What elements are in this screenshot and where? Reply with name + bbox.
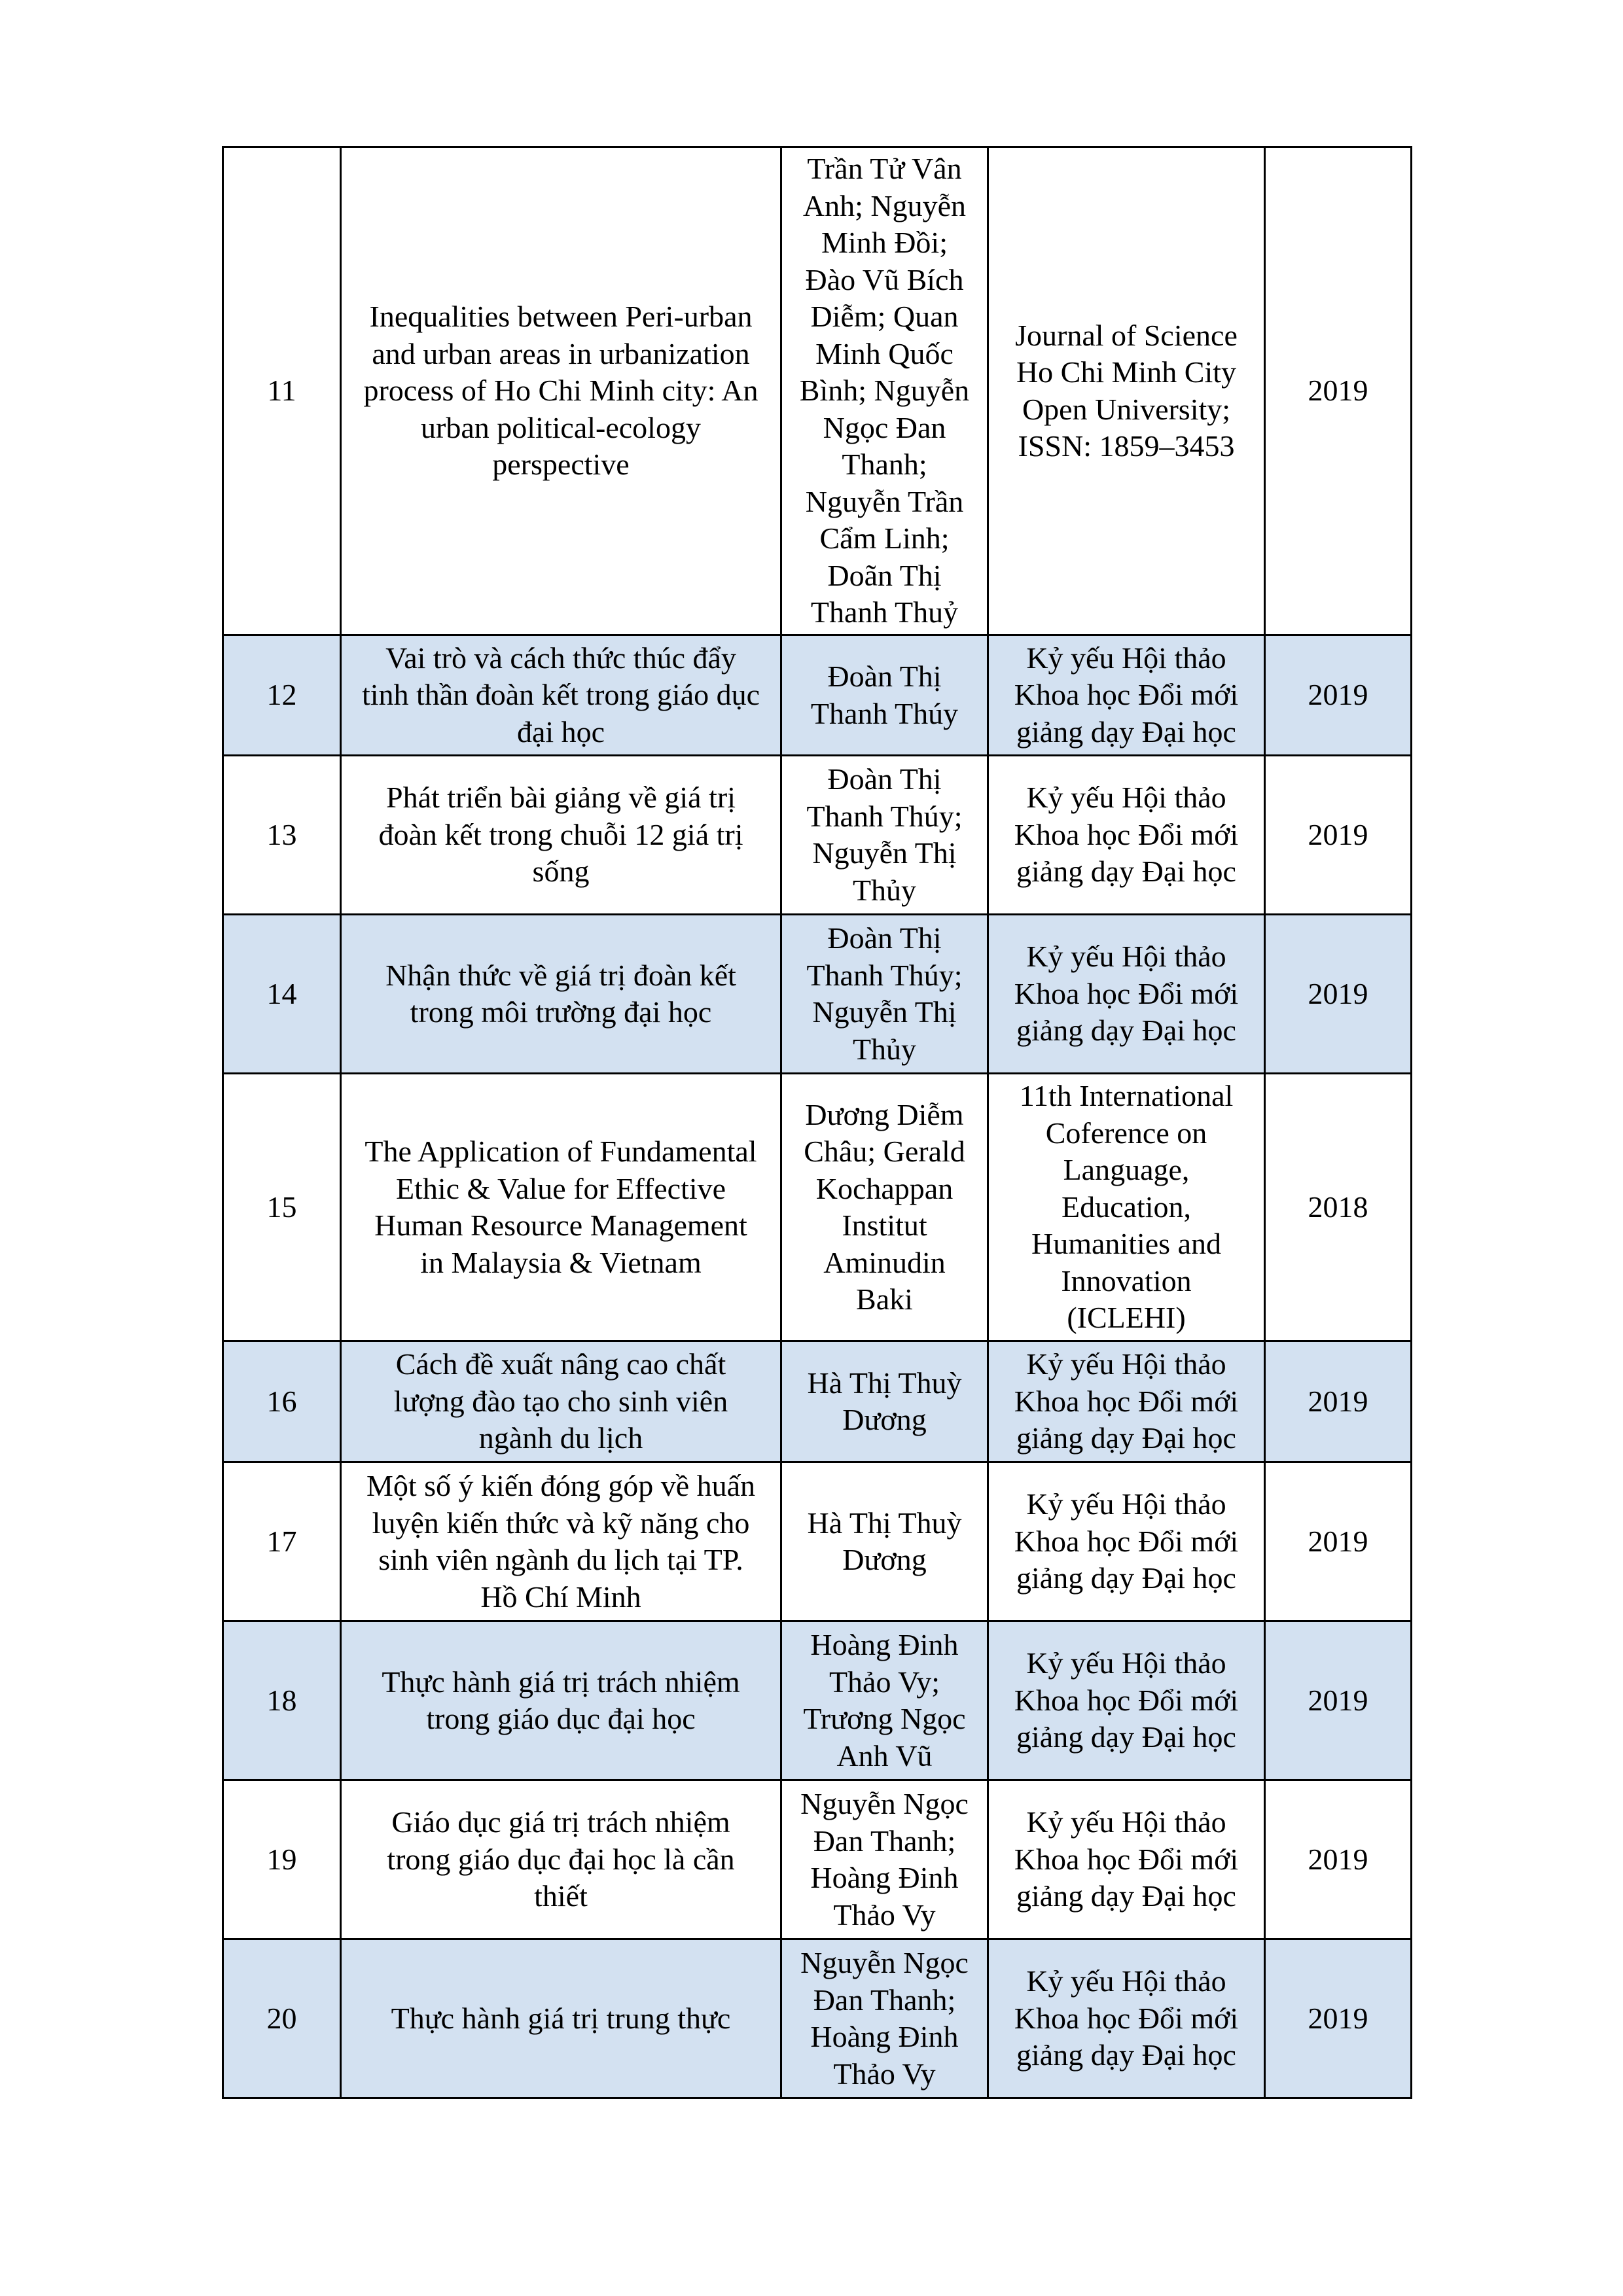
publication-venue-line: ISSN: 1859–3453 [1018, 429, 1235, 463]
publication-year: 2019 [1265, 915, 1412, 1074]
publication-venue [988, 147, 1265, 635]
publication-authors-line: Đào Vũ Bích [805, 262, 964, 296]
publication-venue-line: giảng dạy Đại học [1016, 1421, 1236, 1455]
publication-authors-line: Thanh Thúy; [806, 799, 963, 833]
publication-authors-line: Dương Diễm [805, 1097, 964, 1131]
publication-title [341, 1939, 781, 2098]
publication-venue-line: Khoa học Đổi mới [1014, 976, 1239, 1010]
publication-authors-line: Nguyễn Ngọc [800, 1946, 969, 1979]
publication-venue [988, 915, 1265, 1074]
publication-title [341, 1780, 781, 1939]
table-row [223, 1621, 1412, 1780]
publication-venue-line: Language, [1063, 1153, 1190, 1187]
publication-authors-line: Thanh Thúy; [806, 958, 963, 992]
publication-authors-line: Nguyễn Ngọc [800, 1787, 969, 1820]
table-row [223, 1939, 1412, 2098]
publication-authors-line: Anh Vũ [836, 1739, 933, 1773]
publication-venue-line: Open University; [1022, 392, 1231, 426]
publication-title-line: sinh viên ngành du lịch tại TP. [378, 1543, 743, 1576]
publication-venue-line: Kỷ yếu Hội thảo [1026, 781, 1226, 815]
publication-title-line: tinh thần đoàn kết trong giáo dục [361, 678, 760, 712]
table-row [223, 1780, 1412, 1939]
publication-authors-line: Trương Ngọc [803, 1702, 966, 1735]
publication-venue-line: Khoa học Đổi mới [1014, 1842, 1239, 1876]
publication-authors-line: Thanh Thuỷ [810, 595, 959, 629]
row-number: 12 [223, 635, 341, 756]
publication-authors-line: Thảo Vy; [829, 1665, 940, 1699]
publication-authors-line: Hà Thị Thuỳ [807, 1366, 962, 1400]
publication-venue-line: giảng dạy Đại học [1016, 2038, 1236, 2072]
publication-year: 2019 [1265, 1939, 1412, 2098]
publication-title [341, 915, 781, 1074]
publication-authors-line: Châu; Gerald [804, 1135, 965, 1168]
publication-title-line: Cách đề xuất nâng cao chất [395, 1347, 726, 1381]
publication-title-line: process of Ho Chi Minh city: An [363, 374, 758, 408]
row-number: 11 [223, 147, 341, 635]
publication-authors-line: Bình; Nguyễn [799, 374, 970, 408]
publication-title-line: Thực hành giá trị trách nhiệm [382, 1665, 740, 1699]
publication-venue-line: Humanities and [1031, 1227, 1221, 1261]
publication-venue-line: giảng dạy Đại học [1016, 1561, 1236, 1595]
publication-authors-line: Thủy [852, 873, 917, 907]
publication-authors-line: Cẩm Linh; [819, 521, 950, 556]
publication-venue-line: Ho Chi Minh City [1016, 355, 1237, 389]
publication-venue-line: giảng dạy Đại học [1016, 855, 1236, 889]
row-number: 13 [223, 756, 341, 915]
publication-title-line: Inequalities between Peri-urban [369, 300, 753, 334]
publication-authors-line: Minh Quốc [815, 336, 954, 370]
publication-authors [781, 1621, 988, 1780]
publication-authors [781, 635, 988, 756]
publication-venue-line: Khoa học Đổi mới [1014, 1524, 1239, 1558]
publication-authors-line: Nguyễn Thị [812, 836, 957, 870]
publications-table [222, 146, 1412, 2099]
publication-authors-line: Anh; Nguyễn [802, 188, 967, 222]
publication-venue-line: giảng dạy Đại học [1016, 715, 1236, 749]
publication-title [341, 1462, 781, 1621]
publication-authors-line: Thảo Vy [833, 1898, 936, 1932]
publication-title-line: Phát triển bài giảng về giá trị [386, 781, 736, 815]
publication-authors [781, 1341, 988, 1462]
publication-venue-line: Kỷ yếu Hội thảo [1026, 1964, 1226, 1998]
table-row [223, 635, 1412, 756]
publication-venue [988, 1074, 1265, 1341]
publication-title [341, 756, 781, 915]
publication-venue [988, 1341, 1265, 1462]
publication-authors-line: Kochappan [815, 1171, 954, 1205]
publication-title-line: and urban areas in urbanization [372, 336, 750, 370]
publication-authors-line: Hoàng Đinh [810, 1861, 959, 1894]
publication-venue [988, 756, 1265, 915]
publication-authors-line: Dương [842, 1543, 927, 1576]
publication-title-line: trong giáo dục đại học [426, 1702, 696, 1735]
publication-title-line: The Application of Fundamental [365, 1135, 757, 1168]
publication-title [341, 635, 781, 756]
publication-authors [781, 147, 988, 635]
table-row [223, 1341, 1412, 1462]
publication-authors-line: Nguyễn Thị [812, 995, 957, 1029]
publication-authors [781, 1780, 988, 1939]
publication-venue-line: (ICLEHI) [1067, 1301, 1186, 1335]
publication-title [341, 1074, 781, 1341]
publication-venue-line: Kỷ yếu Hội thảo [1026, 641, 1226, 675]
row-number: 15 [223, 1074, 341, 1341]
table-row [223, 1462, 1412, 1621]
publications-table-body [223, 147, 1412, 2098]
publication-authors-line: Thanh Thúy [810, 696, 959, 730]
publication-authors-line: Hoàng Đinh [810, 1628, 959, 1661]
publication-year: 2019 [1265, 1341, 1412, 1462]
publication-title-line: Thực hành giá trị trung thực [391, 2001, 731, 2035]
publication-authors-line: Doãn Thị [827, 558, 942, 592]
publication-venue-line: Khoa học Đổi mới [1014, 678, 1239, 712]
publication-title-line: trong giáo dục đại học là cần [387, 1842, 735, 1876]
publication-authors-line: Thanh; [842, 448, 927, 482]
publication-title-line: sống [532, 855, 590, 889]
publication-venue [988, 635, 1265, 756]
publication-venue-line: giảng dạy Đại học [1016, 1014, 1236, 1048]
publication-year: 2019 [1265, 1780, 1412, 1939]
publication-title-line: ngành du lịch [478, 1421, 643, 1455]
publication-title-line: urban political-ecology [421, 410, 701, 444]
publication-authors-line: Nguyễn Trần [805, 484, 964, 518]
publication-year: 2019 [1265, 1462, 1412, 1621]
publication-venue-line: Kỷ yếu Hội thảo [1026, 1487, 1226, 1521]
publication-year: 2019 [1265, 1621, 1412, 1780]
publication-title-line: trong môi trường đại học [410, 995, 712, 1029]
publication-title-line: Giáo dục giá trị trách nhiệm [391, 1805, 730, 1839]
publication-venue [988, 1621, 1265, 1780]
publication-authors-line: Thủy [852, 1032, 917, 1066]
table-row [223, 1074, 1412, 1341]
publication-venue-line: 11th International [1019, 1079, 1234, 1113]
publication-authors-line: Hoàng Đinh [810, 2020, 959, 2053]
table-row [223, 147, 1412, 635]
publication-authors [781, 915, 988, 1074]
row-number: 19 [223, 1780, 341, 1939]
publication-title-line: Nhận thức về giá trị đoàn kết [385, 958, 736, 992]
publication-authors [781, 1939, 988, 2098]
publication-year: 2019 [1265, 147, 1412, 635]
publication-title [341, 1621, 781, 1780]
publication-venue [988, 1780, 1265, 1939]
publication-authors-line: Minh Đồi; [821, 226, 948, 260]
publication-venue-line: Khoa học Đổi mới [1014, 1683, 1239, 1717]
publication-title-line: in Malaysia & Vietnam [420, 1245, 702, 1279]
row-number: 20 [223, 1939, 341, 2098]
publication-title-line: luyện kiến thức và kỹ năng cho [372, 1506, 750, 1540]
publication-venue-line: giảng dạy Đại học [1016, 1879, 1236, 1913]
publication-title-line: Hồ Chí Minh [480, 1580, 641, 1614]
publication-authors-line: Dương [842, 1403, 927, 1436]
publication-year: 2018 [1265, 1074, 1412, 1341]
publication-venue-line: Journal of Science [1015, 318, 1238, 352]
publication-title-line: đoàn kết trong chuỗi 12 giá trị [378, 817, 743, 851]
publication-title-line: thiết [534, 1879, 588, 1913]
publication-venue-line: Khoa học Đổi mới [1014, 1384, 1239, 1418]
publication-authors [781, 756, 988, 915]
publication-authors-line: Institut [842, 1209, 927, 1242]
publication-authors-line: Hà Thị Thuỳ [807, 1506, 962, 1540]
publication-venue-line: Education, [1061, 1190, 1191, 1224]
publication-year: 2019 [1265, 756, 1412, 915]
publication-authors-line: Đoàn Thị [827, 921, 942, 955]
publication-venue-line: Khoa học Đổi mới [1014, 2001, 1239, 2035]
publication-title-line: Một số ý kiến đóng góp về huấn [366, 1469, 756, 1502]
row-number: 18 [223, 1621, 341, 1780]
publication-title-line: đại học [516, 715, 605, 749]
publication-venue [988, 1939, 1265, 2098]
publication-title-line: lượng đào tạo cho sinh viên [393, 1384, 728, 1418]
publication-authors-line: Baki [856, 1282, 913, 1316]
publication-authors-line: Đan Thanh; [813, 1824, 956, 1858]
publication-venue-line: Kỷ yếu Hội thảo [1026, 1646, 1226, 1680]
publication-venue-line: Coference on [1045, 1116, 1207, 1150]
publication-authors-line: Aminudin [823, 1245, 946, 1279]
publication-authors [781, 1462, 988, 1621]
publication-authors-line: Diễm; Quan [810, 300, 959, 334]
row-number: 17 [223, 1462, 341, 1621]
publication-title-line: Human Resource Management [374, 1209, 747, 1242]
publication-authors-line: Thảo Vy [833, 2057, 936, 2091]
publication-venue-line: Kỷ yếu Hội thảo [1026, 940, 1226, 974]
publication-authors [781, 1074, 988, 1341]
publication-authors-line: Trần Tử Vân [807, 152, 962, 186]
publication-venue-line: giảng dạy Đại học [1016, 1720, 1236, 1754]
row-number: 14 [223, 915, 341, 1074]
publication-title-line: perspective [492, 448, 630, 482]
publication-venue-line: Innovation [1061, 1263, 1192, 1298]
publication-venue-line: Kỷ yếu Hội thảo [1026, 1347, 1226, 1381]
publication-title [341, 1341, 781, 1462]
publication-title-line: Vai trò và cách thức thúc đẩy [385, 641, 736, 675]
table-row [223, 915, 1412, 1074]
publication-title-line: Ethic & Value for Effective [395, 1171, 726, 1205]
publication-title [341, 147, 781, 635]
publication-authors-line: Ngọc Đan [823, 410, 946, 444]
publication-authors-line: Đan Thanh; [813, 1983, 956, 2017]
publication-venue-line: Khoa học Đổi mới [1014, 817, 1239, 851]
publication-authors-line: Đoàn Thị [827, 762, 942, 796]
publication-venue-line: Kỷ yếu Hội thảo [1026, 1805, 1226, 1839]
publication-year: 2019 [1265, 635, 1412, 756]
publication-venue [988, 1462, 1265, 1621]
publication-authors-line: Đoàn Thị [827, 660, 942, 693]
row-number: 16 [223, 1341, 341, 1462]
table-row [223, 756, 1412, 915]
